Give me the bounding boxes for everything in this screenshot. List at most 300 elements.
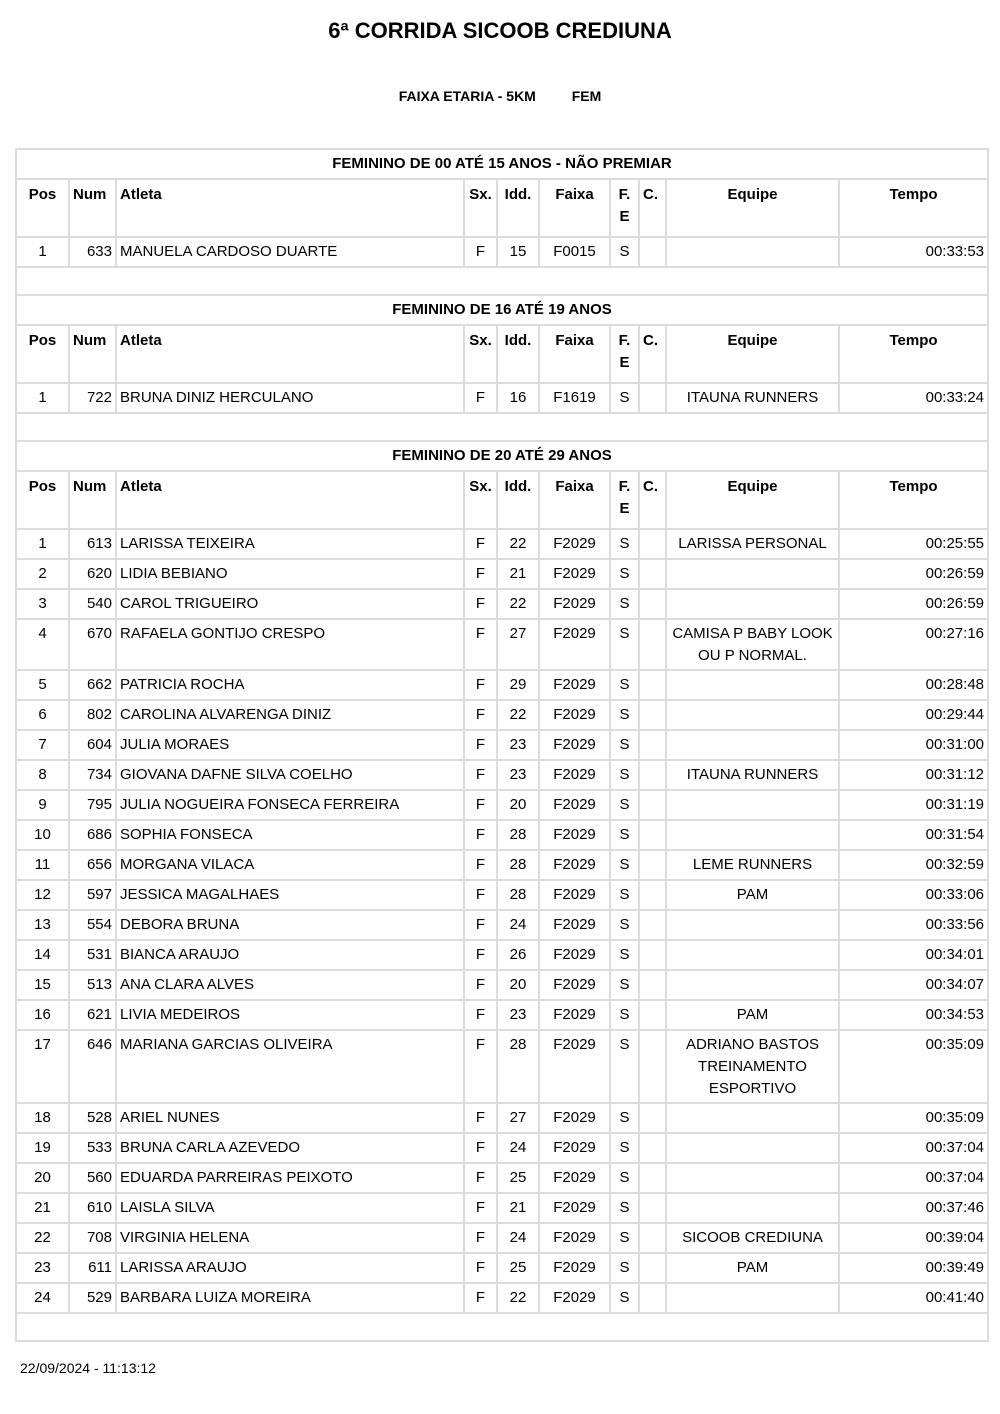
table-row — [16, 910, 988, 940]
cell-sexo: F — [464, 619, 497, 670]
cell-pos: 20 — [16, 1163, 69, 1193]
table-row — [16, 670, 988, 700]
cell-equipe: PAM — [666, 1253, 839, 1283]
cell-pos: 6 — [16, 700, 69, 730]
cell-faixa: F2029 — [539, 940, 610, 970]
cell-pos: 5 — [16, 670, 69, 700]
cell-c — [639, 237, 666, 267]
cell-idade: 29 — [497, 670, 539, 700]
cell-pos: 7 — [16, 730, 69, 760]
cell-pos: 16 — [16, 1000, 69, 1030]
cell-fe: S — [610, 383, 639, 413]
table-row — [16, 1103, 988, 1133]
cell-sexo: F — [464, 1283, 497, 1313]
cell-sexo: F — [464, 1133, 497, 1163]
cell-equipe — [666, 1103, 839, 1133]
column-header-idade: Idd. — [497, 179, 539, 237]
cell-atleta: ANA CLARA ALVES — [116, 970, 464, 1000]
cell-atleta: MORGANA VILACA — [116, 850, 464, 880]
column-header-fe: F. E — [610, 471, 639, 529]
table-row — [16, 1193, 988, 1223]
cell-tempo: 00:39:04 — [839, 1223, 988, 1253]
cell-sexo: F — [464, 1223, 497, 1253]
cell-idade: 25 — [497, 1163, 539, 1193]
cell-sexo: F — [464, 1030, 497, 1103]
cell-sexo: F — [464, 940, 497, 970]
cell-fe: S — [610, 1133, 639, 1163]
cell-pos: 1 — [16, 529, 69, 559]
cell-equipe: PAM — [666, 880, 839, 910]
cell-num: 708 — [69, 1223, 116, 1253]
column-header-c: C. — [639, 471, 666, 529]
column-header-pos: Pos — [16, 325, 69, 383]
cell-fe: S — [610, 1030, 639, 1103]
column-header-row — [16, 179, 988, 237]
cell-faixa: F2029 — [539, 1253, 610, 1283]
cell-tempo: 00:29:44 — [839, 700, 988, 730]
spacer-cell — [16, 267, 988, 295]
cell-atleta: BRUNA CARLA AZEVEDO — [116, 1133, 464, 1163]
cell-c — [639, 589, 666, 619]
cell-pos: 1 — [16, 237, 69, 267]
cell-atleta: LARISSA TEIXEIRA — [116, 529, 464, 559]
cell-num: 611 — [69, 1253, 116, 1283]
cell-tempo: 00:34:07 — [839, 970, 988, 1000]
cell-c — [639, 670, 666, 700]
cell-equipe: LARISSA PERSONAL — [666, 529, 839, 559]
cell-idade: 21 — [497, 1193, 539, 1223]
cell-faixa: F2029 — [539, 1193, 610, 1223]
cell-pos: 1 — [16, 383, 69, 413]
cell-pos: 19 — [16, 1133, 69, 1163]
cell-pos: 10 — [16, 820, 69, 850]
cell-num: 646 — [69, 1030, 116, 1103]
cell-idade: 24 — [497, 910, 539, 940]
cell-num: 734 — [69, 760, 116, 790]
print-timestamp: 22/09/2024 - 11:13:12 — [20, 1360, 156, 1376]
cell-c — [639, 1133, 666, 1163]
cell-fe: S — [610, 940, 639, 970]
page-subtitle — [0, 88, 1000, 104]
section-title: FEMININO DE 20 ATÉ 29 ANOS — [16, 441, 988, 471]
cell-equipe — [666, 237, 839, 267]
cell-fe: S — [610, 730, 639, 760]
cell-fe: S — [610, 850, 639, 880]
results-container — [15, 148, 987, 1342]
column-header-atleta: Atleta — [116, 471, 464, 529]
cell-c — [639, 1030, 666, 1103]
section-title: FEMININO DE 16 ATÉ 19 ANOS — [16, 295, 988, 325]
cell-num: 533 — [69, 1133, 116, 1163]
table-row — [16, 1133, 988, 1163]
cell-equipe: LEME RUNNERS — [666, 850, 839, 880]
cell-faixa: F2029 — [539, 1000, 610, 1030]
cell-fe: S — [610, 970, 639, 1000]
cell-c — [639, 1103, 666, 1133]
cell-pos: 4 — [16, 619, 69, 670]
cell-atleta: ARIEL NUNES — [116, 1103, 464, 1133]
cell-idade: 27 — [497, 1103, 539, 1133]
cell-idade: 23 — [497, 1000, 539, 1030]
column-header-tempo: Tempo — [839, 471, 988, 529]
cell-num: 621 — [69, 1000, 116, 1030]
cell-fe: S — [610, 910, 639, 940]
column-header-pos: Pos — [16, 471, 69, 529]
cell-fe: S — [610, 1103, 639, 1133]
table-row — [16, 1283, 988, 1313]
cell-pos: 8 — [16, 760, 69, 790]
cell-atleta: VIRGINIA HELENA — [116, 1223, 464, 1253]
cell-pos: 11 — [16, 850, 69, 880]
cell-pos: 15 — [16, 970, 69, 1000]
cell-num: 620 — [69, 559, 116, 589]
cell-atleta: BRUNA DINIZ HERCULANO — [116, 383, 464, 413]
cell-idade: 24 — [497, 1133, 539, 1163]
cell-idade: 20 — [497, 970, 539, 1000]
results-table — [15, 148, 989, 1342]
subtitle-category: FAIXA ETARIA - 5KM — [398, 88, 536, 104]
cell-sexo: F — [464, 730, 497, 760]
cell-idade: 26 — [497, 940, 539, 970]
cell-pos: 2 — [16, 559, 69, 589]
column-header-faixa: Faixa — [539, 325, 610, 383]
cell-sexo: F — [464, 880, 497, 910]
cell-tempo: 00:33:06 — [839, 880, 988, 910]
cell-sexo: F — [464, 559, 497, 589]
cell-c — [639, 850, 666, 880]
cell-faixa: F1619 — [539, 383, 610, 413]
cell-idade: 22 — [497, 1283, 539, 1313]
cell-atleta: MANUELA CARDOSO DUARTE — [116, 237, 464, 267]
cell-sexo: F — [464, 1253, 497, 1283]
column-header-idade: Idd. — [497, 325, 539, 383]
cell-tempo: 00:31:12 — [839, 760, 988, 790]
column-header-num: Num — [69, 325, 116, 383]
cell-fe: S — [610, 589, 639, 619]
cell-faixa: F2029 — [539, 1103, 610, 1133]
cell-pos: 3 — [16, 589, 69, 619]
column-header-num: Num — [69, 179, 116, 237]
cell-fe: S — [610, 559, 639, 589]
table-row — [16, 1253, 988, 1283]
cell-num: 610 — [69, 1193, 116, 1223]
cell-faixa: F2029 — [539, 700, 610, 730]
cell-idade: 25 — [497, 1253, 539, 1283]
column-header-pos: Pos — [16, 179, 69, 237]
cell-fe: S — [610, 1223, 639, 1253]
table-row — [16, 970, 988, 1000]
cell-atleta: LIDIA BEBIANO — [116, 559, 464, 589]
cell-sexo: F — [464, 850, 497, 880]
cell-pos: 21 — [16, 1193, 69, 1223]
cell-equipe — [666, 1133, 839, 1163]
cell-equipe — [666, 820, 839, 850]
cell-num: 540 — [69, 589, 116, 619]
cell-sexo: F — [464, 700, 497, 730]
cell-sexo: F — [464, 820, 497, 850]
cell-fe: S — [610, 1163, 639, 1193]
cell-faixa: F2029 — [539, 619, 610, 670]
table-row — [16, 1000, 988, 1030]
cell-c — [639, 619, 666, 670]
table-row — [16, 790, 988, 820]
cell-faixa: F2029 — [539, 730, 610, 760]
cell-num: 528 — [69, 1103, 116, 1133]
cell-faixa: F2029 — [539, 910, 610, 940]
cell-pos: 23 — [16, 1253, 69, 1283]
section-title-row — [16, 149, 988, 179]
cell-sexo: F — [464, 1000, 497, 1030]
cell-tempo: 00:26:59 — [839, 589, 988, 619]
cell-tempo: 00:35:09 — [839, 1103, 988, 1133]
cell-sexo: F — [464, 790, 497, 820]
cell-num: 554 — [69, 910, 116, 940]
cell-tempo: 00:33:56 — [839, 910, 988, 940]
cell-sexo: F — [464, 383, 497, 413]
cell-idade: 22 — [497, 700, 539, 730]
cell-c — [639, 700, 666, 730]
cell-tempo: 00:28:48 — [839, 670, 988, 700]
section-spacer — [16, 267, 988, 295]
cell-fe: S — [610, 1000, 639, 1030]
table-row — [16, 589, 988, 619]
cell-tempo: 00:37:46 — [839, 1193, 988, 1223]
cell-faixa: F2029 — [539, 1283, 610, 1313]
subtitle-gender: FEM — [571, 88, 602, 104]
cell-sexo: F — [464, 910, 497, 940]
table-row — [16, 850, 988, 880]
cell-faixa: F0015 — [539, 237, 610, 267]
cell-atleta: CAROL TRIGUEIRO — [116, 589, 464, 619]
cell-faixa: F2029 — [539, 880, 610, 910]
cell-faixa: F2029 — [539, 589, 610, 619]
cell-sexo: F — [464, 237, 497, 267]
cell-sexo: F — [464, 529, 497, 559]
cell-idade: 21 — [497, 559, 539, 589]
cell-faixa: F2029 — [539, 559, 610, 589]
cell-atleta: GIOVANA DAFNE SILVA COELHO — [116, 760, 464, 790]
cell-tempo: 00:41:40 — [839, 1283, 988, 1313]
cell-fe: S — [610, 1253, 639, 1283]
cell-equipe — [666, 730, 839, 760]
cell-atleta: LARISSA ARAUJO — [116, 1253, 464, 1283]
cell-equipe — [666, 1163, 839, 1193]
cell-c — [639, 1163, 666, 1193]
cell-pos: 12 — [16, 880, 69, 910]
cell-tempo: 00:32:59 — [839, 850, 988, 880]
cell-fe: S — [610, 619, 639, 670]
column-header-sexo: Sx. — [464, 471, 497, 529]
cell-atleta: MARIANA GARCIAS OLIVEIRA — [116, 1030, 464, 1103]
page-title: 6ª CORRIDA SICOOB CREDIUNA — [328, 18, 672, 43]
cell-tempo: 00:34:01 — [839, 940, 988, 970]
cell-atleta: EDUARDA PARREIRAS PEIXOTO — [116, 1163, 464, 1193]
column-header-c: C. — [639, 325, 666, 383]
column-header-tempo: Tempo — [839, 179, 988, 237]
cell-c — [639, 529, 666, 559]
cell-tempo: 00:37:04 — [839, 1133, 988, 1163]
cell-tempo: 00:37:04 — [839, 1163, 988, 1193]
table-row — [16, 1163, 988, 1193]
cell-pos: 17 — [16, 1030, 69, 1103]
cell-pos: 14 — [16, 940, 69, 970]
column-header-row — [16, 471, 988, 529]
cell-tempo: 00:31:19 — [839, 790, 988, 820]
cell-faixa: F2029 — [539, 1133, 610, 1163]
cell-equipe — [666, 1283, 839, 1313]
cell-atleta: JULIA MORAES — [116, 730, 464, 760]
cell-num: 597 — [69, 880, 116, 910]
cell-fe: S — [610, 790, 639, 820]
cell-idade: 28 — [497, 820, 539, 850]
cell-pos: 22 — [16, 1223, 69, 1253]
table-row — [16, 1030, 988, 1103]
cell-atleta: JESSICA MAGALHAES — [116, 880, 464, 910]
table-row — [16, 880, 988, 910]
cell-atleta: CAROLINA ALVARENGA DINIZ — [116, 700, 464, 730]
cell-atleta: PATRICIA ROCHA — [116, 670, 464, 700]
cell-num: 531 — [69, 940, 116, 970]
cell-c — [639, 730, 666, 760]
cell-num: 560 — [69, 1163, 116, 1193]
column-header-equipe: Equipe — [666, 471, 839, 529]
cell-atleta: RAFAELA GONTIJO CRESPO — [116, 619, 464, 670]
cell-c — [639, 820, 666, 850]
cell-equipe — [666, 790, 839, 820]
cell-idade: 27 — [497, 619, 539, 670]
cell-faixa: F2029 — [539, 1223, 610, 1253]
cell-tempo: 00:27:16 — [839, 619, 988, 670]
table-row — [16, 760, 988, 790]
cell-atleta: LIVIA MEDEIROS — [116, 1000, 464, 1030]
cell-equipe — [666, 940, 839, 970]
cell-faixa: F2029 — [539, 1030, 610, 1103]
cell-fe: S — [610, 237, 639, 267]
cell-sexo: F — [464, 589, 497, 619]
cell-faixa: F2029 — [539, 1163, 610, 1193]
cell-sexo: F — [464, 670, 497, 700]
cell-num: 656 — [69, 850, 116, 880]
cell-idade: 22 — [497, 529, 539, 559]
column-header-c: C. — [639, 179, 666, 237]
cell-atleta: BARBARA LUIZA MOREIRA — [116, 1283, 464, 1313]
cell-equipe: ITAUNA RUNNERS — [666, 760, 839, 790]
cell-equipe: ITAUNA RUNNERS — [666, 383, 839, 413]
cell-equipe: PAM — [666, 1000, 839, 1030]
cell-atleta: BIANCA ARAUJO — [116, 940, 464, 970]
table-row — [16, 940, 988, 970]
cell-faixa: F2029 — [539, 790, 610, 820]
cell-num: 802 — [69, 700, 116, 730]
cell-faixa: F2029 — [539, 850, 610, 880]
cell-tempo: 00:39:49 — [839, 1253, 988, 1283]
cell-equipe — [666, 700, 839, 730]
cell-num: 513 — [69, 970, 116, 1000]
cell-fe: S — [610, 670, 639, 700]
cell-c — [639, 970, 666, 1000]
table-row — [16, 237, 988, 267]
cell-equipe: SICOOB CREDIUNA — [666, 1223, 839, 1253]
cell-idade: 28 — [497, 850, 539, 880]
cell-faixa: F2029 — [539, 970, 610, 1000]
cell-pos: 18 — [16, 1103, 69, 1133]
table-row — [16, 559, 988, 589]
cell-tempo: 00:31:54 — [839, 820, 988, 850]
column-header-faixa: Faixa — [539, 179, 610, 237]
cell-atleta: LAISLA SILVA — [116, 1193, 464, 1223]
section-title-row — [16, 295, 988, 325]
table-row — [16, 700, 988, 730]
cell-fe: S — [610, 880, 639, 910]
cell-fe: S — [610, 529, 639, 559]
table-row — [16, 730, 988, 760]
cell-sexo: F — [464, 760, 497, 790]
cell-equipe — [666, 589, 839, 619]
cell-tempo: 00:33:53 — [839, 237, 988, 267]
cell-tempo: 00:26:59 — [839, 559, 988, 589]
column-header-equipe: Equipe — [666, 325, 839, 383]
cell-idade: 15 — [497, 237, 539, 267]
cell-pos: 13 — [16, 910, 69, 940]
cell-equipe — [666, 559, 839, 589]
cell-c — [639, 940, 666, 970]
cell-sexo: F — [464, 1103, 497, 1133]
cell-num: 604 — [69, 730, 116, 760]
cell-num: 633 — [69, 237, 116, 267]
section-title-row — [16, 441, 988, 471]
cell-faixa: F2029 — [539, 670, 610, 700]
cell-c — [639, 880, 666, 910]
column-header-atleta: Atleta — [116, 179, 464, 237]
column-header-num: Num — [69, 471, 116, 529]
cell-tempo: 00:31:00 — [839, 730, 988, 760]
column-header-tempo: Tempo — [839, 325, 988, 383]
cell-num: 686 — [69, 820, 116, 850]
table-row — [16, 529, 988, 559]
column-header-faixa: Faixa — [539, 471, 610, 529]
cell-equipe — [666, 1193, 839, 1223]
cell-equipe — [666, 910, 839, 940]
cell-equipe — [666, 970, 839, 1000]
cell-tempo: 00:33:24 — [839, 383, 988, 413]
cell-idade: 20 — [497, 790, 539, 820]
cell-idade: 28 — [497, 880, 539, 910]
table-row — [16, 820, 988, 850]
table-row — [16, 1223, 988, 1253]
cell-idade: 16 — [497, 383, 539, 413]
cell-sexo: F — [464, 970, 497, 1000]
section-title: FEMININO DE 00 ATÉ 15 ANOS - NÃO PREMIAR — [16, 149, 988, 179]
cell-faixa: F2029 — [539, 760, 610, 790]
column-header-row — [16, 325, 988, 383]
cell-idade: 28 — [497, 1030, 539, 1103]
table-row — [16, 383, 988, 413]
cell-c — [639, 1193, 666, 1223]
column-header-fe: F. E — [610, 179, 639, 237]
section-spacer — [16, 1313, 988, 1341]
cell-pos: 24 — [16, 1283, 69, 1313]
cell-pos: 9 — [16, 790, 69, 820]
cell-c — [639, 1000, 666, 1030]
cell-c — [639, 1253, 666, 1283]
cell-sexo: F — [464, 1163, 497, 1193]
section-spacer — [16, 413, 988, 441]
cell-idade: 23 — [497, 760, 539, 790]
cell-c — [639, 1223, 666, 1253]
table-row — [16, 619, 988, 670]
cell-c — [639, 910, 666, 940]
column-header-sexo: Sx. — [464, 179, 497, 237]
